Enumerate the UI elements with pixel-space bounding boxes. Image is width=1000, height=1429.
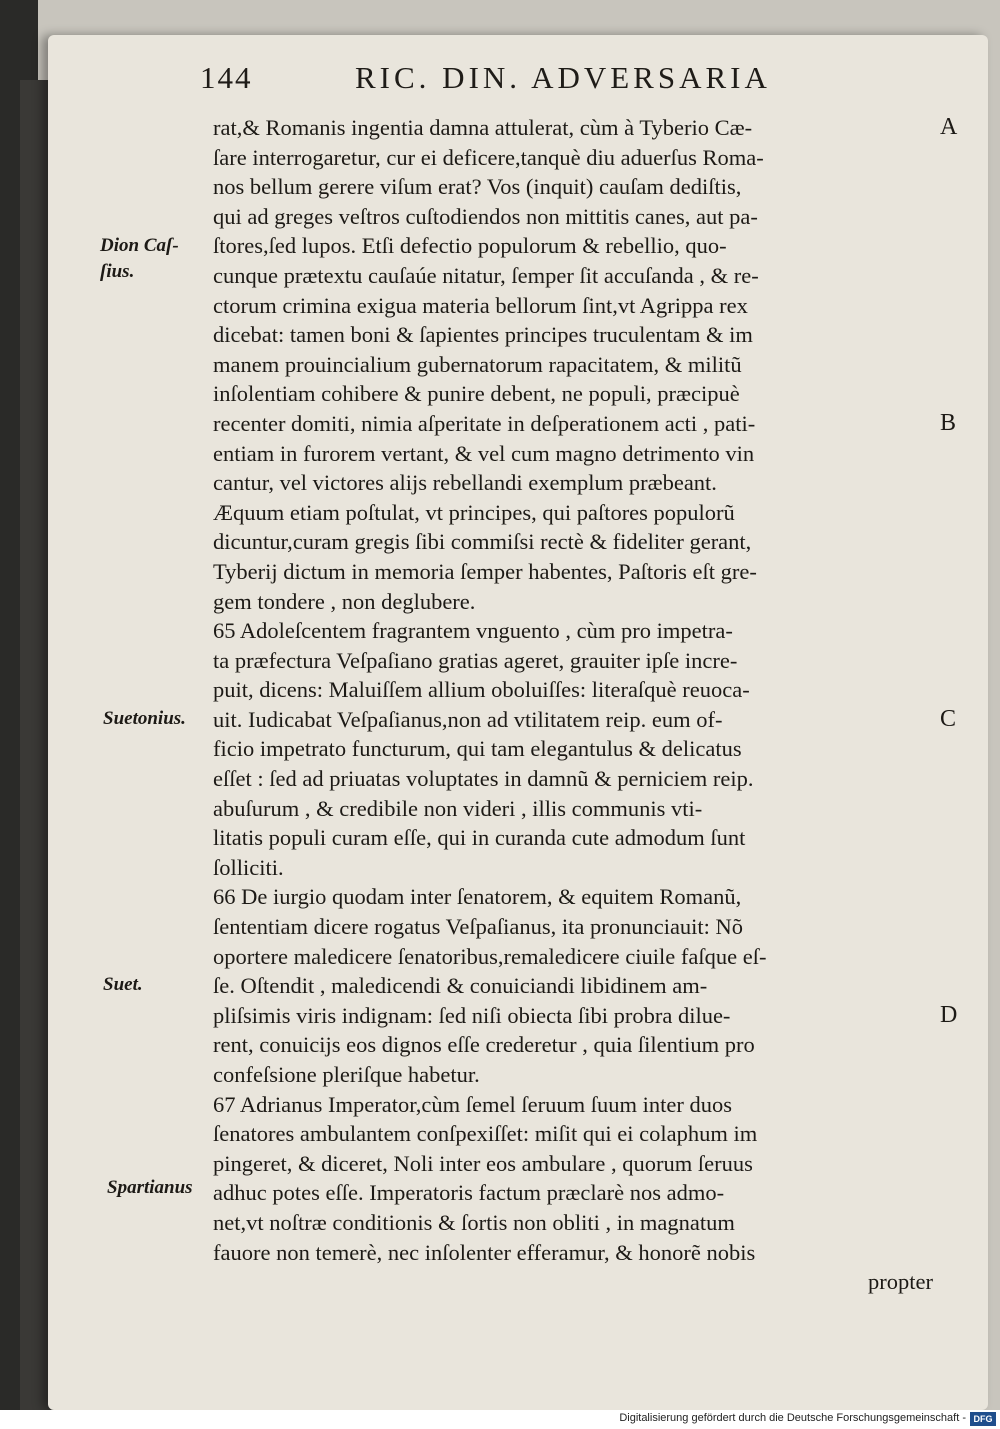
text-line: adhuc potes eſſe. Imperatoris factum præclarè nos admo- <box>213 1180 725 1206</box>
text-line: ctorum crimina exigua materia bellorum ſint,vt Agrippa rex <box>213 292 748 318</box>
section-letter-b: B <box>940 410 957 436</box>
body-text <box>213 113 933 1297</box>
text-line: uit. Iudicabat Veſpaſianus,non ad vtilitatem reip. eum of- <box>213 706 723 732</box>
text-line: ta præfectura Veſpaſiano gratias ageret, grauiter ipſe incre- <box>213 647 738 673</box>
text-line: manem prouincialium gubernatorum rapacitatem, & militũ <box>213 351 742 377</box>
page-number: 144 <box>200 60 253 95</box>
text-line: 67 Adrianus Imperator,cùm ſemel ſeruum ſuum inter duos <box>213 1091 732 1117</box>
margin-note-spartianus: Spartianus <box>107 1177 193 1198</box>
text-line: entiam in furorem vertant, & vel cum magno detrimento vin <box>213 440 755 466</box>
catchword: propter <box>868 1269 933 1295</box>
text-line: Æquum etiam poſtulat, vt principes, qui paſtores populorũ <box>213 499 735 525</box>
text-line: dicuntur,curam gregis ſibi commiſsi rectè & fideliter gerant, <box>213 529 752 555</box>
text-line: qui ad greges veſtros cuſtodiendos non mittitis canes, aut pa- <box>213 203 758 229</box>
text-line: dicebat: tamen boni & ſapientes principes truculentam & im <box>213 322 753 348</box>
text-line: recenter domiti, nimia aſperitate in deſperationem acti , pati- <box>213 410 756 436</box>
text-line: 65 Adoleſcentem fragrantem vnguento , cùm pro impetra- <box>213 618 733 644</box>
running-title: RIC. DIN. ADVERSARIA <box>355 60 771 95</box>
margin-note-suet: Suet. <box>103 974 143 995</box>
text-line: pingeret, & diceret, Noli inter eos ambulare , quorum ſeruus <box>213 1150 753 1176</box>
text-line: ſenatores ambulantem conſpexiſſet: miſit qui ei colaphum im <box>213 1121 758 1147</box>
text-line: litatis populi curam eſſe, qui in curanda cute admodum ſunt <box>213 825 746 851</box>
text-line: ſententiam dicere rogatus Veſpaſianus, ita pronunciauit: Nõ <box>213 914 744 940</box>
margin-note-dion-line-1: Dion Caſ- <box>100 235 179 256</box>
text-line: net,vt noſtræ conditionis & ſortis non obliti , in magnatum <box>213 1209 735 1235</box>
section-letter-a: A <box>940 114 958 140</box>
text-line: confeſsione pleriſque habetur. <box>213 1062 480 1087</box>
text-line: puit, dicens: Maluiſſem allium oboluiſſes: literaſquè reuoca- <box>213 677 750 703</box>
text-line: rat,& Romanis ingentia damna attulerat, cùm à Tyberio Cæ- <box>213 115 753 140</box>
text-line: ſare interrogaretur, cur ei deficere,tanquè diu aduerſus Roma- <box>213 144 764 170</box>
text-line: ſtores,ſed lupos. Etſi defectio populorum & rebellio, quo- <box>213 233 727 259</box>
text-line: inſolentiam cohibere & punire debent, ne populi, præcipuè <box>213 381 740 407</box>
text-line: pliſsimis viris indignam: ſed niſi obiecta ſibi probra dilue- <box>213 1002 731 1028</box>
text-line: abuſurum , & credibile non videri , illis communis vti- <box>213 795 703 821</box>
text-line: cantur, vel victores alijs rebellandi exemplum præbeant. <box>213 470 717 496</box>
section-letter-d: D <box>940 1002 958 1028</box>
text-line: gem tondere , non deglubere. <box>213 588 476 614</box>
footer-credit: Digitalisierung gefördert durch die Deutsche Forschungsgemeinschaft - <box>619 1412 966 1424</box>
text-line: nos bellum gerere viſum erat? Vos (inquit) cauſam dediſtis, <box>213 174 742 200</box>
page-header <box>0 60 1000 100</box>
text-line: ficio impetrato functurum, qui tam elegantulus & delicatus <box>213 736 742 762</box>
dfg-logo: DFG <box>970 1412 996 1426</box>
text-line: 66 De iurgio quodam inter ſenatorem, & equitem Romanũ, <box>213 884 742 910</box>
text-line: ſe. Oſtendit , maledicendi & conuiciandi libidinem am- <box>213 973 708 999</box>
text-line: Tyberij dictum in memoria ſemper habentes, Paſtoris eſt gre- <box>213 558 757 584</box>
text-line: ſolliciti. <box>213 854 284 880</box>
margin-note-suetonius: Suetonius. <box>103 708 186 729</box>
section-letter-c: C <box>940 706 957 732</box>
margin-note-dion-line-2: ſius. <box>100 261 135 282</box>
text-line: oportere maledicere ſenatoribus,remaledicere ciuile faſque eſ- <box>213 943 767 969</box>
text-line: eſſet : ſed ad priuatas voluptates in damnũ & perniciem reip. <box>213 766 754 792</box>
text-line: rent, conuicijs eos dignos eſſe crederetur , quia ſilentium pro <box>213 1032 755 1058</box>
text-line: fauore non temerè, nec inſolenter efferamur, & honorẽ nobis <box>213 1239 756 1265</box>
digitization-footer <box>0 1410 1000 1429</box>
margin-note-dion <box>100 233 179 285</box>
text-line: cunque prætextu cauſaúe nitatur, ſemper ſit accuſanda , & re- <box>213 262 759 288</box>
